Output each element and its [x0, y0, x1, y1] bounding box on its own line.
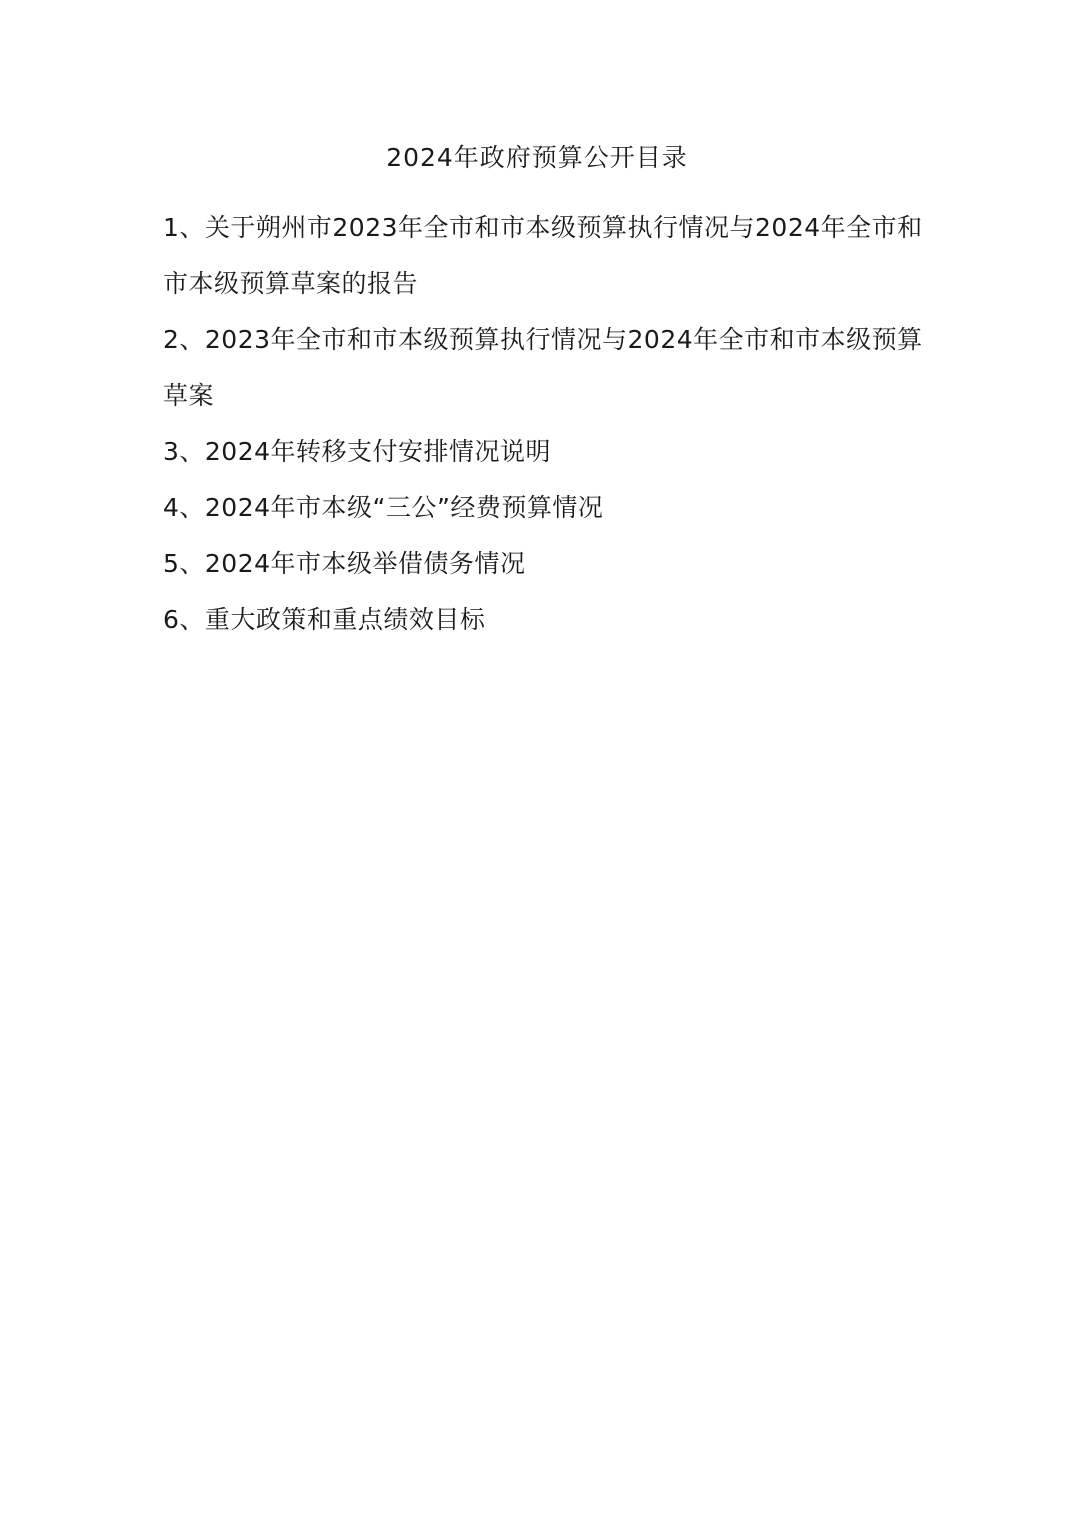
toc-item-5: 5、2024年市本级举借债务情况 [163, 549, 526, 578]
toc-item-6: 6、重大政策和重点绩效目标 [163, 605, 486, 634]
toc-item-4: 4、2024年市本级“三公”经费预算情况 [163, 493, 604, 522]
table-of-contents [163, 200, 923, 648]
toc-item-2: 2、2023年全市和市本级预算执行情况与2024年全市和市本级预算草案 [163, 325, 923, 410]
toc-item-1: 1、关于朔州市2023年全市和市本级预算执行情况与2024年全市和市本级预算草案的报告 [163, 213, 923, 298]
page-title: 2024年政府预算公开目录 [386, 143, 688, 172]
toc-item-3: 3、2024年转移支付安排情况说明 [163, 437, 552, 466]
